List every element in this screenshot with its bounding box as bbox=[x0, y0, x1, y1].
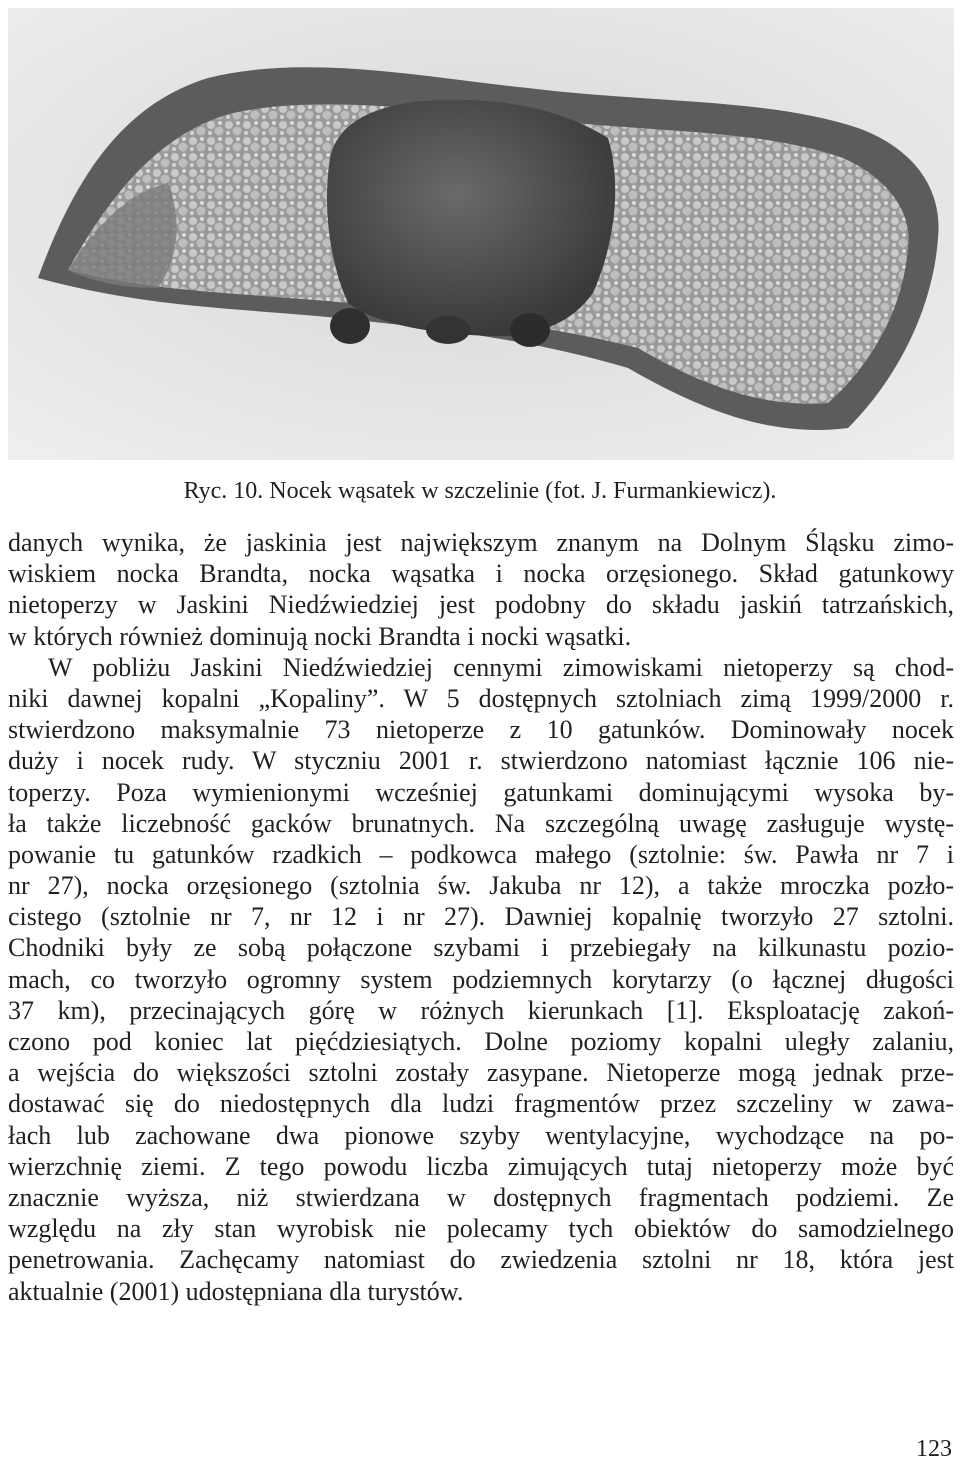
body-text bbox=[8, 527, 954, 1307]
text-line: znacznie wyższa, niż stwierdzana w dostępnych fragmentach podziemi. Ze bbox=[8, 1182, 954, 1212]
text-line: stwierdzono maksymalnie 73 nietoperze z 10 gatunków. Dominowały nocek bbox=[8, 715, 954, 745]
text-line: 37 km), przecinających górę w różnych kierunkach [1]. Eksploatację zakoń- bbox=[8, 995, 954, 1025]
text-line: ła także liczebność gacków brunatnych. Na szczególną uwagę zasługuje wystę- bbox=[8, 808, 954, 838]
bat-in-crevice-photo bbox=[8, 8, 954, 460]
text-line: powanie tu gatunków rzadkich – podkowca małego (sztolnie: św. Pawła nr 7 i bbox=[8, 839, 954, 869]
text-line: W pobliżu Jaskini Niedźwiedziej cennymi zimowiskami nietoperzy są chod- bbox=[48, 652, 954, 682]
text-line: toperzy. Poza wymienionymi wcześniej gatunkami dominującymi wysoka by- bbox=[8, 777, 954, 807]
text-line: czono pod koniec lat pięćdziesiątych. Dolne poziomy kopalni uległy zalaniu, bbox=[8, 1027, 954, 1056]
text-line: duży i nocek rudy. W styczniu 2001 r. stwierdzono natomiast łącznie 106 nie- bbox=[8, 746, 954, 776]
text-line: wierzchnię ziemi. Z tego powodu liczba zimujących tutaj nietoperzy może być bbox=[8, 1151, 954, 1181]
text-line: niki dawnej kopalni „Kopaliny”. W 5 dostępnych sztolniach zimą 1999/2000 r. bbox=[8, 683, 954, 713]
text-line: penetrowania. Zachęcamy natomiast do zwiedzenia sztolni nr 18, która jest bbox=[8, 1245, 954, 1275]
text-line: danych wynika, że jaskinia jest największym znanym na Dolnym Śląsku zimo- bbox=[8, 528, 954, 557]
text-line: względu na zły stan wyrobisk nie polecamy tych obiektów do samodzielnego bbox=[8, 1214, 954, 1244]
text-line: w których również dominują nocki Brandta i nocki wąsatki. bbox=[8, 621, 632, 651]
figure-caption: Ryc. 10. Nocek wąsatek w szczelinie (fot. J. Furmankiewicz). bbox=[183, 478, 777, 504]
text-line: Chodniki były ze sobą połączone szybami i przebiegały na kilkunastu pozio- bbox=[8, 933, 954, 963]
text-line: aktualnie (2001) udostępniana dla turystów. bbox=[8, 1276, 464, 1306]
text-line: a wejścia do większości sztolni zostały zasypane. Nietoperze mogą jednak prze- bbox=[8, 1058, 954, 1088]
text-line: nietoperzy w Jaskini Niedźwiedziej jest podobny do składu jaskiń tatrzańskich, bbox=[8, 590, 954, 620]
page-number: 123 bbox=[916, 1436, 952, 1462]
text-line: wiskiem nocka Brandta, nocka wąsatka i nocka orzęsionego. Skład gatunkowy bbox=[8, 559, 954, 589]
text-line: mach, co tworzyło ogromny system podziemnych korytarzy (o łącznej długości bbox=[8, 964, 954, 994]
text-line: łach lub zachowane dwa pionowe szyby wentylacyjne, wychodzące na po- bbox=[8, 1120, 954, 1150]
text-line: dostawać się do niedostępnych dla ludzi fragmentów przez szczeliny w zawa- bbox=[8, 1089, 954, 1119]
text-line: cistego (sztolnie nr 7, nr 12 i nr 27). Dawniej kopalnię tworzyło 27 sztolni. bbox=[8, 902, 954, 932]
text-line: nr 27), nocka orzęsionego (sztolnia św. Jakuba nr 12), a także mroczka pozło- bbox=[8, 871, 954, 901]
